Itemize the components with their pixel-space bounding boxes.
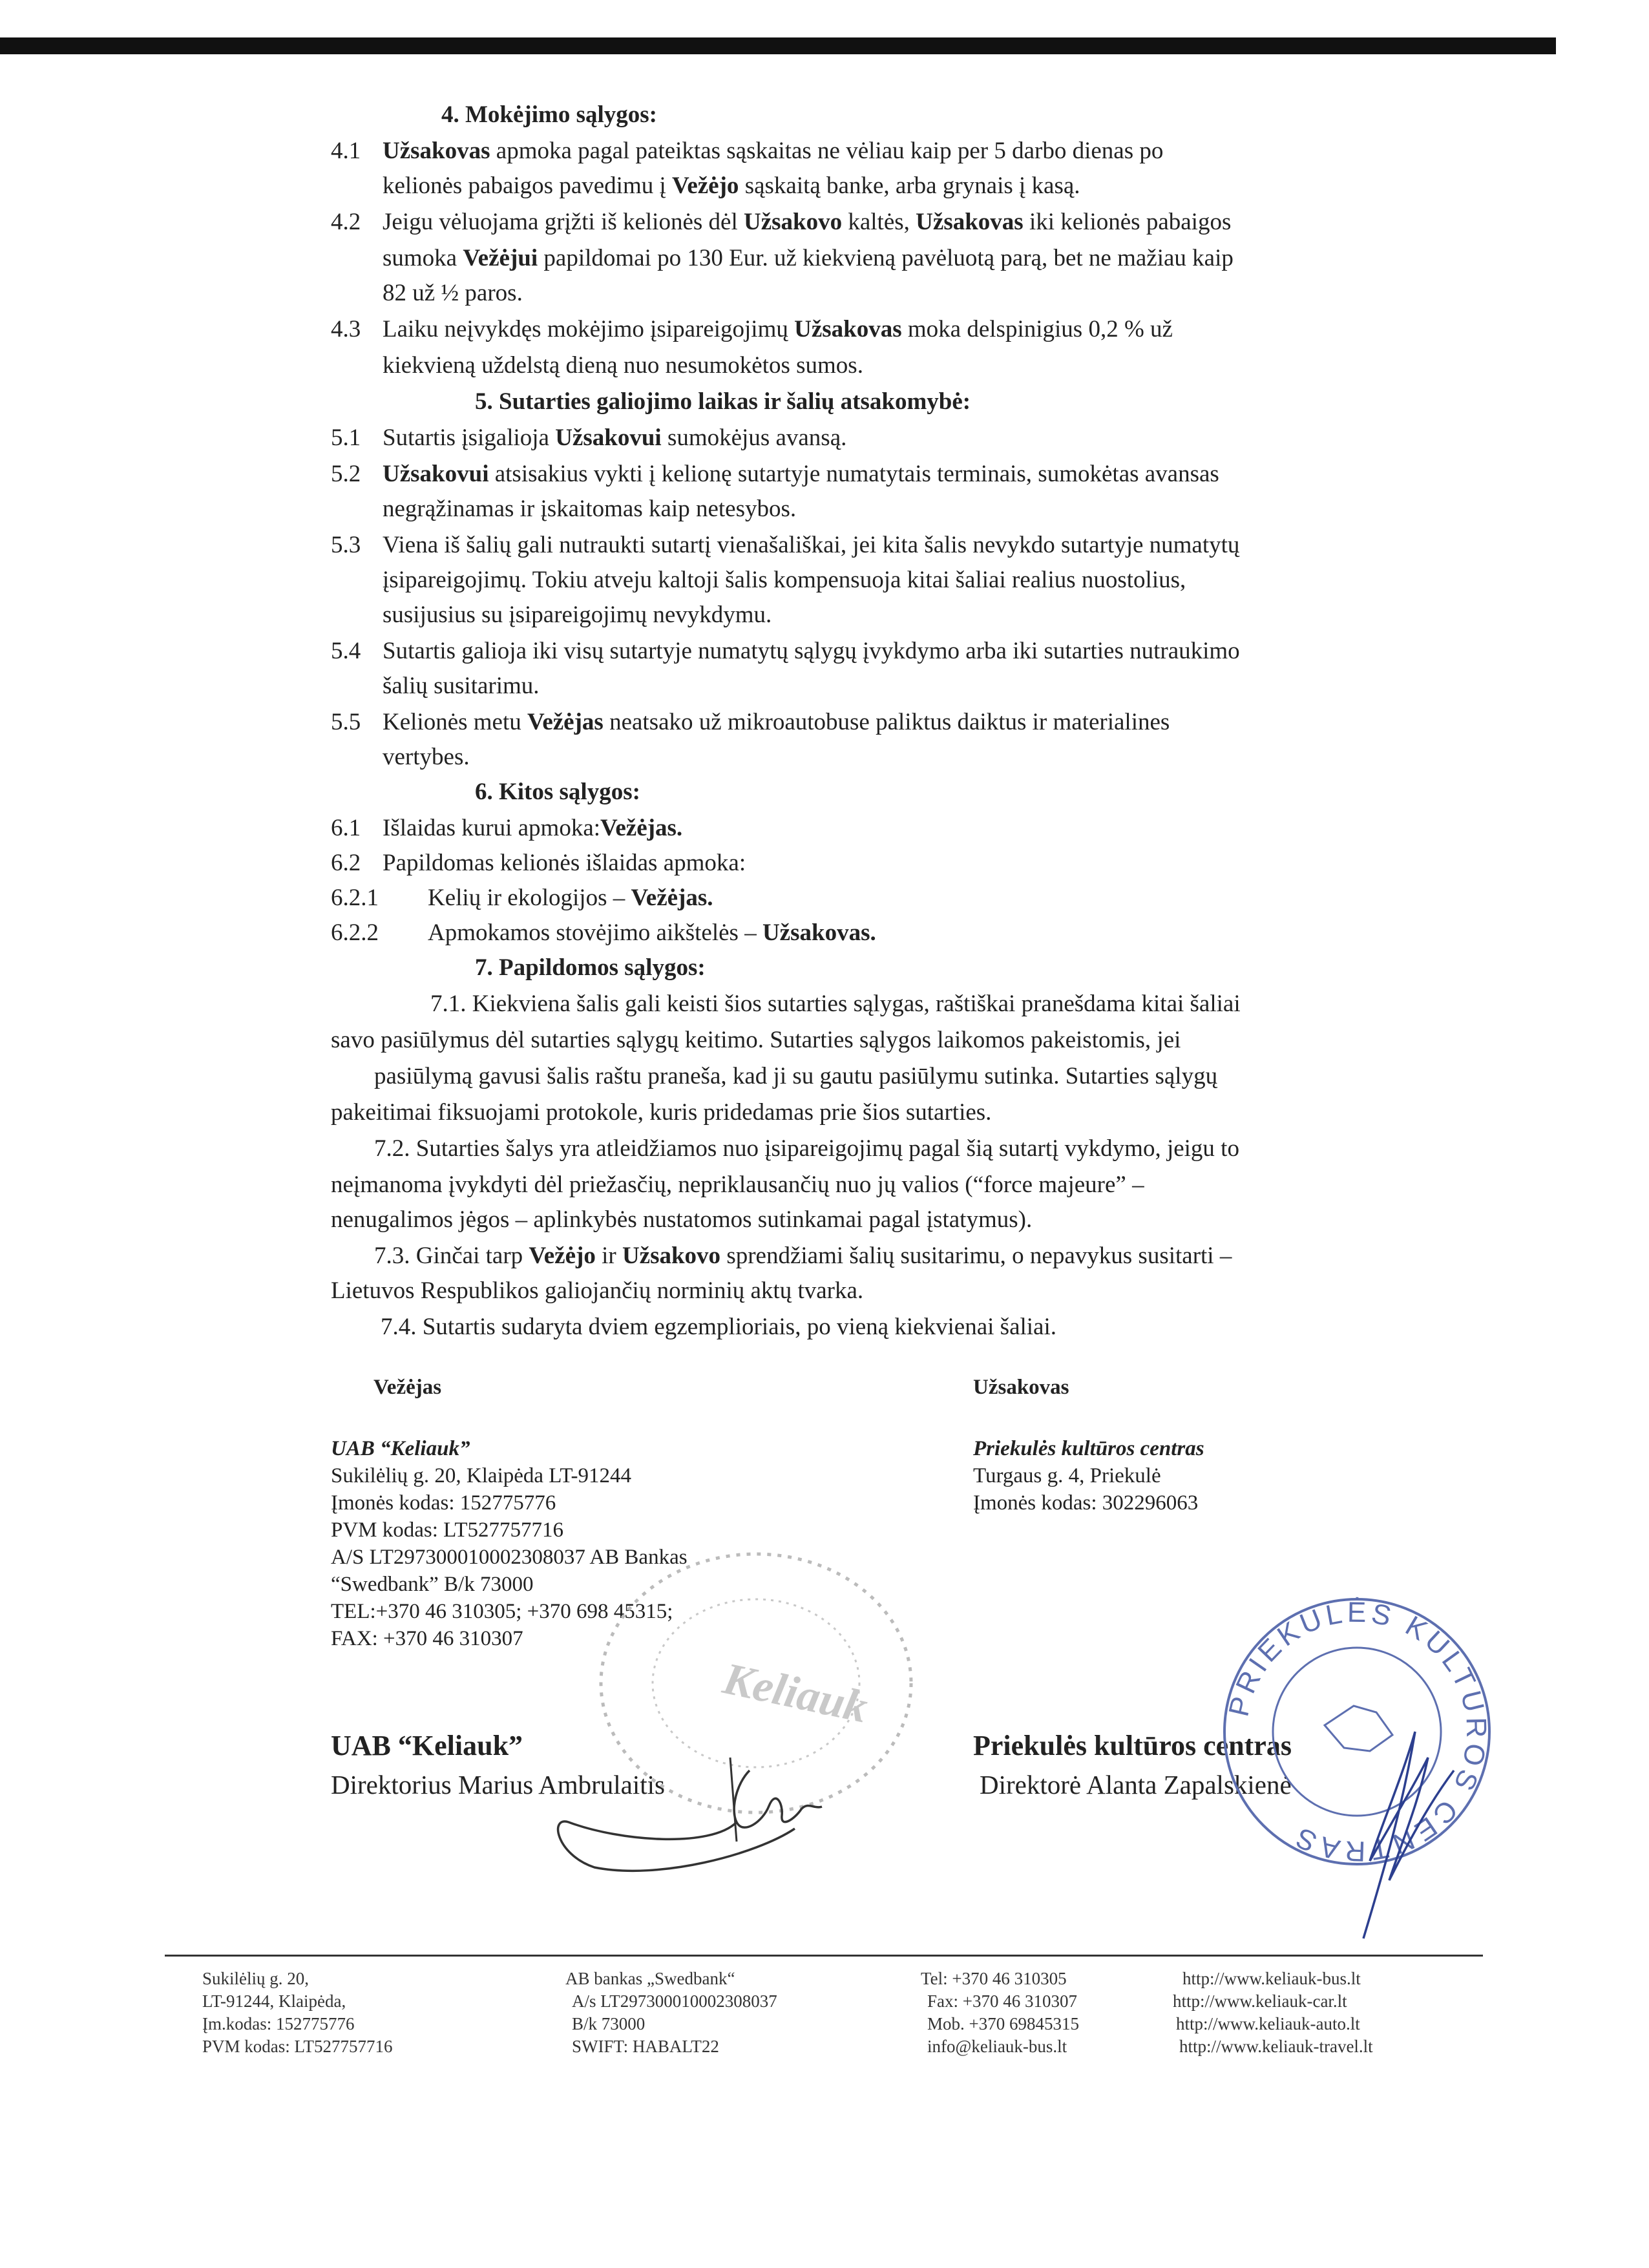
clause-4-2 (331, 208, 1231, 236)
clause-7-2-cont: neįmanoma įvykdyti dėl priežasčių, nepriklausančių nuo jų valios (“force majeure” – (331, 1171, 1144, 1198)
clause-4-1 (331, 137, 1163, 165)
clause-text: Kelių ir ekologijos – (428, 885, 631, 911)
bold-term: Vežėjo (672, 173, 739, 199)
clause-6-2 (331, 849, 746, 877)
footer-line: LT-91244, Klaipėda, (202, 1991, 346, 2011)
bold-term: Užsakovui (555, 425, 662, 451)
clause-7-1-cont2: pasiūlymą gavusi šalis raštu praneša, kad ji su gautu pasiūlymu sutinka. Sutarties sąlygų (374, 1063, 1218, 1089)
clause-number: 4.1 (331, 138, 361, 164)
footer-line: Įm.kodas: 152775776 (202, 2014, 355, 2033)
clause-5-1 (331, 424, 846, 452)
clause-5-2 (331, 460, 1219, 488)
customer-sign-person: Direktorė Alanta Zapalskienė (980, 1770, 1292, 1800)
footer-link[interactable]: http://www.keliauk-car.lt (1173, 1991, 1347, 2011)
footer-line: Mob. +370 69845315 (927, 2014, 1079, 2033)
clause-number: 6.2.2 (331, 919, 379, 946)
clause-text: Apmokamos stovėjimo aikštelės – (428, 919, 762, 946)
clause-text: papildomai po 130 Eur. už kiekvieną pavėluotą parą, bet ne mažiau kaip (538, 245, 1234, 271)
clause-7-1-cont: savo pasiūlymus dėl sutarties sąlygų keitimo. Sutarties sąlygos laikomos pakeistomis, jei (331, 1027, 1181, 1053)
bold-term: Vežėjas (527, 709, 604, 735)
clause-5-3 (331, 531, 1239, 560)
footer-line: A/s LT297300010002308037 (572, 1991, 777, 2011)
section-5-title: 5. Sutarties galiojimo laikas ir šalių atsakomybė: (475, 388, 971, 415)
clause-text: moka delspinigius 0,2 % už (901, 316, 1173, 342)
clause-number: 5.1 (331, 425, 361, 451)
clause-text: Laiku neįvykdęs mokėjimo įsipareigojimų (383, 316, 795, 342)
clause-7-2-cont2: nenugalimos jėgos – aplinkybės nustatomos sutinkamai pagal įstatymus). (331, 1206, 1033, 1233)
clause-7-1-cont3: pakeitimai fiksuojami protokole, kuris pridedamas prie šios sutarties. (331, 1099, 992, 1126)
clause-text: ir (595, 1243, 622, 1269)
carrier-address: Sukilėlių g. 20, Klaipėda LT-91244 (331, 1464, 632, 1487)
footer-line: PVM kodas: LT527757716 (202, 2037, 393, 2056)
bold-term: Vežėjui (463, 245, 538, 271)
clause-4-2-cont2: 82 už ½ paros. (383, 280, 523, 306)
clause-text: iki kelionės pabaigos (1023, 209, 1232, 235)
section-4-title: 4. Mokėjimo sąlygos: (441, 101, 657, 128)
bold-term: Vežėjas. (631, 885, 713, 911)
clause-6-2-2 (331, 919, 876, 947)
svg-text:Keliauk: Keliauk (719, 1654, 872, 1733)
clause-number: 5.3 (331, 532, 361, 558)
customer-address: Turgaus g. 4, Priekulė (973, 1464, 1161, 1487)
clause-4-2-cont (383, 244, 1234, 273)
clause-number: 6.2 (331, 850, 361, 876)
footer-line: SWIFT: HABALT22 (572, 2037, 719, 2056)
carrier-company-code: Įmonės kodas: 152775776 (331, 1491, 556, 1515)
clause-text: neatsako už mikroautobuse paliktus daiktus ir materialines (603, 709, 1170, 735)
bold-term: Vežėjo (529, 1243, 596, 1269)
carrier-fax: FAX: +370 46 310307 (331, 1627, 523, 1650)
clause-5-4-cont: šalių susitarimu. (383, 673, 540, 699)
bold-term: Užsakovo (743, 209, 843, 235)
clause-number: 5.2 (331, 461, 361, 487)
carrier-heading: Vežėjas (373, 1376, 442, 1399)
carrier-bank: “Swedbank” B/k 73000 (331, 1573, 534, 1596)
carrier-vat-code: PVM kodas: LT527757716 (331, 1518, 563, 1542)
section-6-title: 6. Kitos sąlygos: (475, 779, 640, 805)
clause-5-5 (331, 708, 1170, 737)
clause-text: sprendžiami šalių susitarimu, o nepavykus susitarti – (720, 1243, 1232, 1269)
clause-5-3-cont2: susijusius su įsipareigojimų nevykdymu. (383, 602, 772, 628)
clause-number: 5.5 (331, 709, 361, 735)
bold-term: Užsakovas. (762, 919, 876, 946)
clause-number: 4.3 (331, 316, 361, 342)
bold-term: Užsakovo (622, 1243, 721, 1269)
carrier-sign-org: UAB “Keliauk” (331, 1730, 523, 1761)
carrier-signature (543, 1745, 866, 1887)
clause-5-3-cont: įsipareigojimų. Tokiu atveju kaltoji šalis kompensuoja kitai šaliai realius nuostolius, (383, 567, 1186, 593)
customer-signature (1305, 1693, 1473, 1951)
footer-line: AB bankas „Swedbank“ (565, 1969, 735, 1988)
clause-text: Kelionės metu (383, 709, 528, 735)
clause-text: 7.3. Ginčai tarp (374, 1243, 529, 1269)
clause-5-2-cont: negrąžinamas ir įskaitomas kaip netesybos. (383, 496, 797, 522)
bold-term: Užsakovui (383, 461, 489, 487)
customer-name: Priekulės kultūros centras (973, 1437, 1204, 1460)
clause-number: 6.1 (331, 815, 361, 841)
clause-7-3-cont: Lietuvos Respublikos galiojančių norminių aktų tvarka. (331, 1277, 864, 1304)
carrier-name: UAB “Keliauk” (331, 1437, 470, 1460)
clause-text: Papildomas kelionės išlaidas apmoka: (383, 850, 746, 876)
customer-company-code: Įmonės kodas: 302296063 (973, 1491, 1199, 1515)
footer-line: B/k 73000 (572, 2014, 646, 2033)
clause-text: Išlaidas kurui apmoka: (383, 815, 601, 841)
clause-text: kaltės, (842, 209, 916, 235)
clause-5-4 (331, 637, 1240, 666)
clause-text: Sutartis įsigalioja (383, 425, 556, 451)
customer-sign-org: Priekulės kultūros centras (973, 1730, 1292, 1761)
clause-5-5-cont: vertybes. (383, 744, 470, 770)
clause-text: sumoka (383, 245, 463, 271)
clause-7-4: 7.4. Sutartis sudaryta dviem egzemplioriais, po vieną kiekvienai šaliai. (381, 1314, 1057, 1340)
bold-term: Užsakovas (916, 209, 1024, 235)
clause-4-1-cont (383, 172, 1080, 200)
clause-4-3 (331, 315, 1173, 344)
clause-7-2: 7.2. Sutarties šalys yra atleidžiamos nuo įsipareigojimų pagal šią sutartį vykdymo, jeigu to (374, 1135, 1239, 1162)
clause-text: sumokėjus avansą. (661, 425, 847, 451)
clause-7-1: 7.1. Kiekviena šalis gali keisti šios sutarties sąlygas, raštiškai pranešdama kitai šaliai (430, 991, 1241, 1017)
customer-stamp-text: PRIEKULĖS KULTŪROS CENTRAS (1223, 1596, 1493, 1867)
bold-term: Vežėjas. (600, 815, 683, 841)
footer-line: Tel: +370 46 310305 (921, 1969, 1067, 1988)
clause-number: 6.2.1 (331, 885, 379, 911)
footer-link[interactable]: http://www.keliauk-auto.lt (1176, 2014, 1360, 2033)
section-7-title: 7. Papildomos sąlygos: (475, 954, 706, 981)
carrier-account: A/S LT297300010002308037 AB Bankas (331, 1546, 688, 1569)
footer-link[interactable]: http://www.keliauk-bus.lt (1182, 1969, 1361, 1988)
clause-text: Sutartis galioja iki visų sutartyje numatytų sąlygų įvykdymo arba iki sutarties nutraukimo (383, 638, 1240, 664)
clause-7-3 (374, 1242, 1232, 1270)
bold-term: Užsakovas (794, 316, 902, 342)
footer-line: Sukilėlių g. 20, (202, 1969, 310, 1988)
footer-email[interactable]: info@keliauk-bus.lt (927, 2037, 1067, 2056)
footer-line: Fax: +370 46 310307 (927, 1991, 1077, 2011)
footer-rule (165, 1955, 1483, 1957)
footer-link[interactable]: http://www.keliauk-travel.lt (1179, 2037, 1373, 2056)
clause-4-3-cont: kiekvieną uždelstą dieną nuo nesumokėtos sumos. (383, 352, 863, 379)
bold-term: Užsakovas (383, 138, 490, 164)
clause-text: apmoka pagal pateiktas sąskaitas ne vėliau kaip per 5 darbo dienas po (490, 138, 1164, 164)
clause-number: 4.2 (331, 209, 361, 235)
clause-text: sąskaitą banke, arba grynais į kasą. (739, 173, 1080, 199)
clause-text: Jeigu vėluojama grįžti iš kelionės dėl (383, 209, 744, 235)
clause-text: Viena iš šalių gali nutraukti sutartį vienašališkai, jei kita šalis nevykdo sutartyje numatytų (383, 532, 1240, 558)
carrier-sign-person: Direktorius Marius Ambrulaitis (331, 1770, 666, 1800)
clause-6-2-1 (331, 884, 713, 912)
clause-number: 5.4 (331, 638, 361, 664)
clause-text: atsisakius vykti į kelionę sutartyje numatytais terminais, sumokėtas avansas (488, 461, 1219, 487)
customer-heading: Užsakovas (973, 1376, 1069, 1399)
clause-6-1 (331, 814, 682, 843)
clause-text: kelionės pabaigos pavedimu į (383, 173, 673, 199)
scan-top-bar (0, 37, 1556, 54)
carrier-tel: TEL:+370 46 310305; +370 698 45315; (331, 1600, 673, 1623)
